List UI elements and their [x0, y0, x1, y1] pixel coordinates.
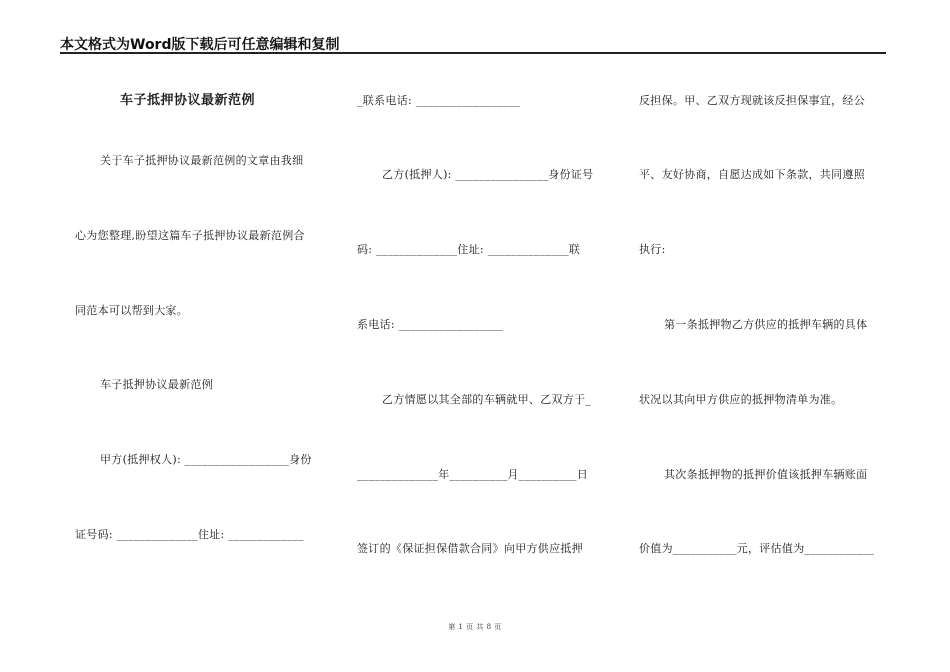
text-line: 系电话: __________________: [357, 318, 504, 331]
text-column-2: [357, 0, 607, 672]
text-line: 码: ______________住址: ______________联: [357, 243, 581, 256]
document-title: 车子抵押协议最新范例: [120, 93, 256, 108]
text-column-1: [75, 0, 325, 672]
text-line: 平、友好协商，自愿达成如下条款，共同遵照: [639, 168, 865, 181]
text-line: 同范本可以帮到大家。: [75, 304, 188, 317]
text-line: 价值为___________元，评估值为____________: [639, 542, 875, 555]
text-line: 执行:: [639, 243, 666, 256]
text-line: _联系电话: __________________: [357, 94, 521, 107]
text-line: 签订的《保证担保借款合同》向甲方供应抵押: [357, 542, 583, 555]
text-line: 关于车子抵押协议最新范例的文章由我细: [100, 154, 304, 167]
document-header: 本文格式为Word版下载后可任意编辑和复制: [60, 37, 340, 53]
text-line: 证号码: ______________住址: _____________: [75, 528, 304, 541]
text-line: 乙方情愿以其全部的车辆就甲、乙双方于_: [382, 393, 592, 406]
text-line: 乙方(抵押人): ________________身份证号: [382, 168, 594, 181]
text-line: 甲方(抵押权人): __________________身份: [100, 453, 312, 466]
text-column-3: [639, 0, 889, 672]
text-line: 第一条抵押物乙方供应的抵押车辆的具体: [664, 318, 868, 331]
text-line: 心为您整理,盼望这篇车子抵押协议最新范例合: [75, 229, 305, 242]
text-line: 状况以其向甲方供应的抵押物清单为准。: [639, 393, 843, 406]
text-line: 其次条抵押物的抵押价值该抵押车辆账面: [664, 468, 868, 481]
text-line: 反担保。甲、乙双方现就该反担保事宜，经公: [639, 94, 865, 107]
page-number: 第 1 页 共 8 页: [448, 623, 502, 631]
text-line: 车子抵押协议最新范例: [100, 378, 213, 391]
text-line: ______________年__________月__________日: [357, 468, 589, 481]
